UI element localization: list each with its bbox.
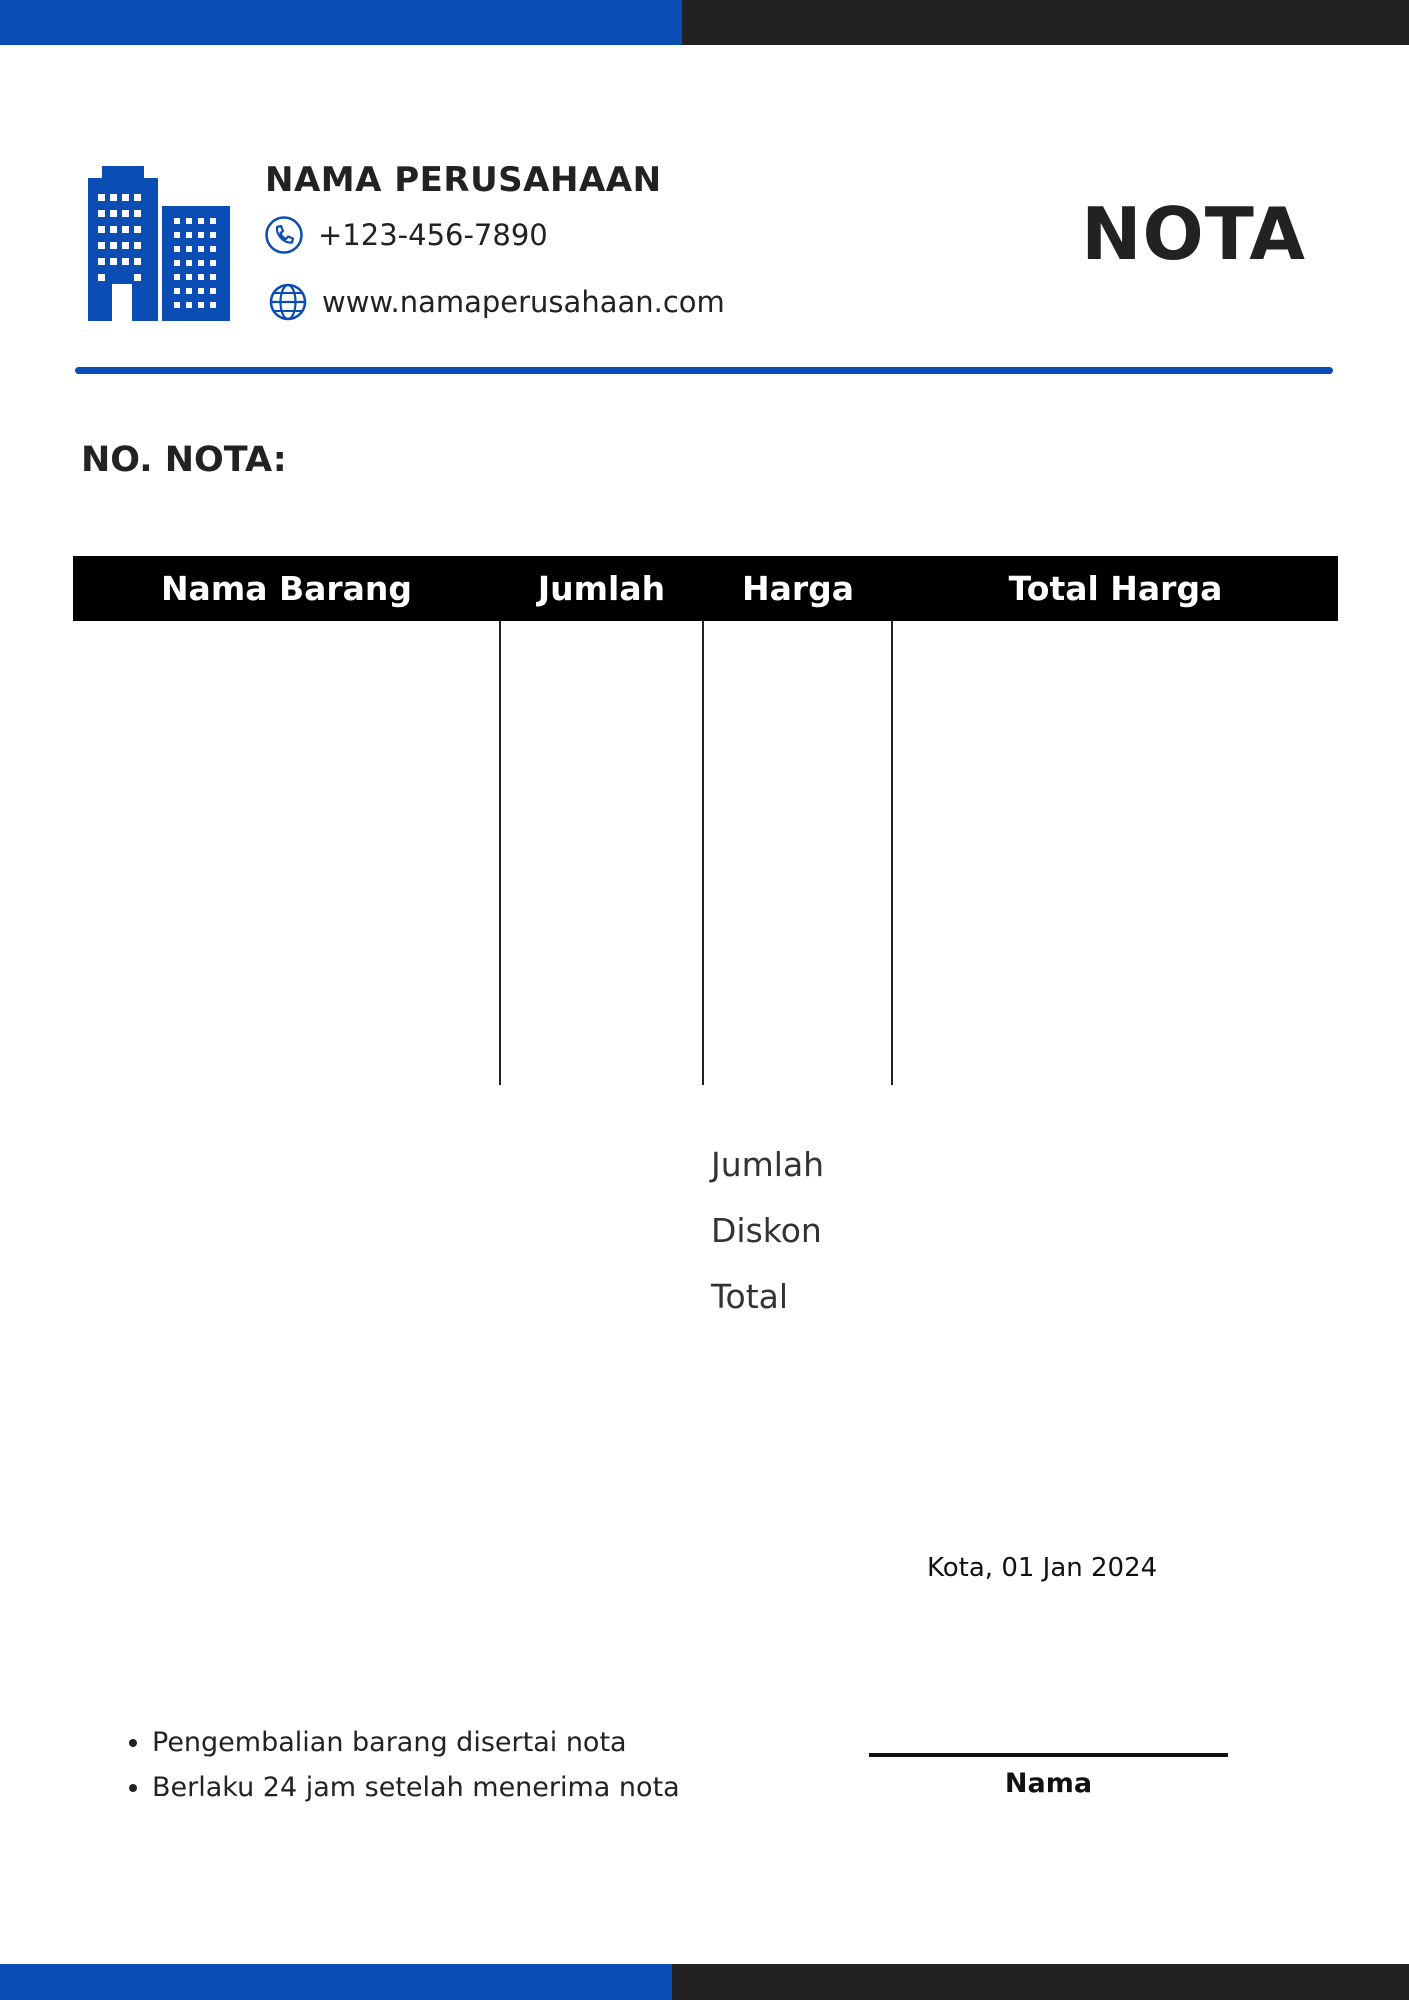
bottom-accent-bar [0, 1964, 672, 2000]
phone-number: +123-456-7890 [318, 218, 548, 252]
building-icon [88, 166, 230, 321]
notes-list [118, 1720, 680, 1810]
column-divider [702, 621, 704, 1085]
phone-row [264, 215, 548, 255]
list-item: • Berlaku 24 jam setelah menerima nota [152, 1765, 680, 1810]
website-url: www.namaperusahaan.com [322, 285, 725, 319]
phone-icon [264, 215, 304, 255]
signature-line [869, 1753, 1228, 1757]
column-header-total-price: Total Harga [1008, 569, 1223, 608]
list-item: • Pengembalian barang disertai nota [152, 1720, 680, 1765]
top-dark-bar [682, 0, 1409, 45]
column-header-quantity: Jumlah [537, 569, 666, 608]
column-header-item: Nama Barang [160, 569, 413, 608]
globe-icon [268, 282, 308, 322]
invoice-number-label: NO. NOTA: [81, 440, 287, 480]
column-divider [499, 621, 501, 1085]
total-label: Total [711, 1277, 789, 1316]
discount-label: Diskon [711, 1211, 822, 1250]
top-accent-bar [0, 0, 682, 45]
column-header-price: Harga [741, 569, 855, 608]
table-header [73, 556, 1338, 621]
bottom-dark-bar [672, 1964, 1409, 2000]
subtotal-label: Jumlah [711, 1145, 825, 1184]
company-name: NAMA PERUSAHAAN [265, 160, 662, 200]
signature-name-label: Nama [1004, 1768, 1093, 1799]
document-title: NOTA [1081, 192, 1306, 276]
website-row [268, 282, 725, 322]
city-date: Kota, 01 Jan 2024 [927, 1553, 1158, 1583]
header-divider [75, 367, 1333, 374]
column-divider [891, 621, 893, 1085]
